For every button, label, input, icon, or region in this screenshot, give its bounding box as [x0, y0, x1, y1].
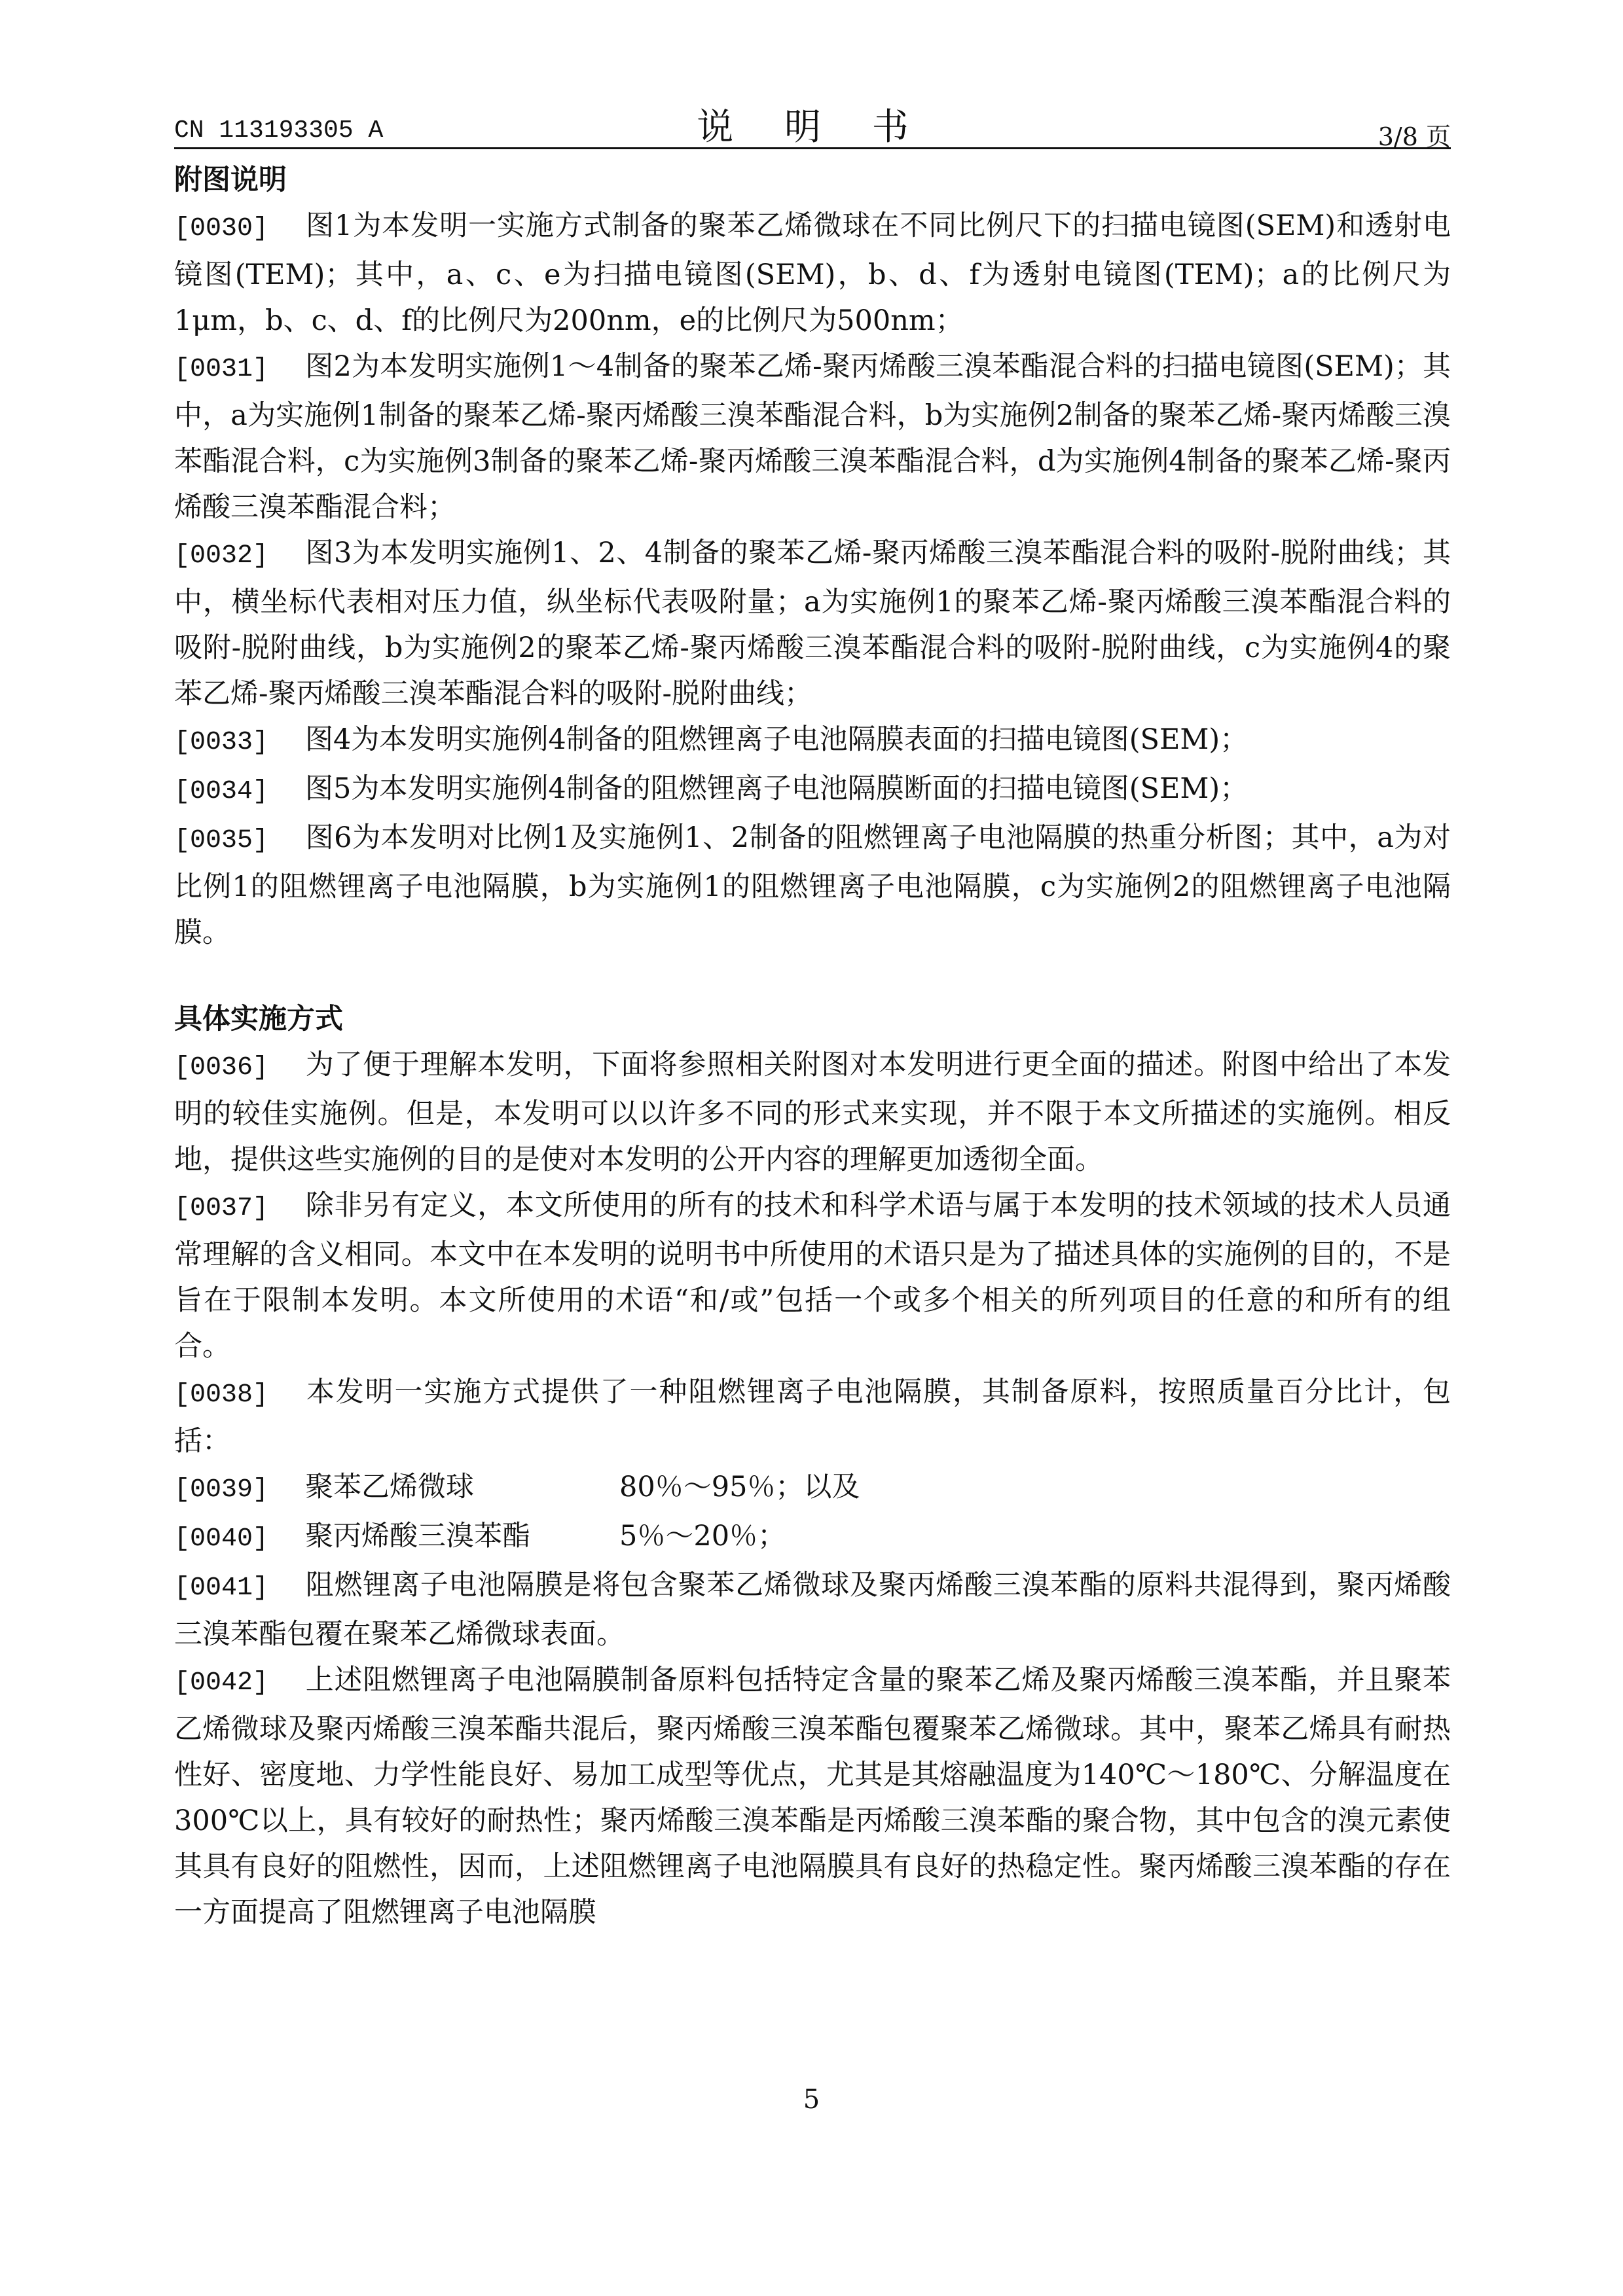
paragraph-text: 图5为本发明实施例4制备的阻燃锂离子电池隔膜断面的扫描电镜图(SEM)；: [305, 772, 1249, 805]
paragraph: [174, 1369, 1451, 1464]
paragraph: [174, 717, 1451, 766]
paragraph-number: [0030]: [174, 214, 269, 243]
paragraph: [174, 1183, 1451, 1369]
page-header: [174, 98, 1451, 151]
paragraph-text: 上述阻燃锂离子电池隔膜制备原料包括特定含量的聚苯乙烯及聚丙烯酸三溴苯酯，并且聚苯乙烯微球及聚丙烯酸三溴苯酯共混后，聚丙烯酸三溴苯酯包覆聚苯乙烯微球。其中，聚苯乙烯具有耐热性好、密度地、力学性能良好、易加工成型等优点，尤其是其熔融温度为140℃～180℃、分解温度在300℃以上，具有较好的耐热性；聚丙烯酸三溴苯酯是丙烯酸三溴苯酯的聚合物，其中包含的溴元素使其具有良好的阻燃性，因而，上述阻燃锂离子电池隔膜具有良好的热稳定性。聚丙烯酸三溴苯酯的存在一方面提高了阻燃锂离子电池隔膜: [174, 1664, 1451, 1929]
page-counter: 3/8 页: [1377, 122, 1451, 151]
paragraph-number: [0042]: [174, 1668, 269, 1698]
paragraph-number: [0039]: [174, 1475, 269, 1505]
component-name: 聚丙烯酸三溴苯酯: [305, 1520, 530, 1552]
document-body: [174, 157, 1451, 1935]
patent-number: CN 113193305 A: [174, 117, 384, 145]
paragraph-number: [0040]: [174, 1524, 269, 1554]
paragraph-text: 图3为本发明实施例1、2、4制备的聚苯乙烯-聚丙烯酸三溴苯酯混合料的吸附-脱附曲线；其中，横坐标代表相对压力值，纵坐标代表吸附量；a为实施例1的聚苯乙烯-聚丙烯酸三溴苯酯混合料的吸附-脱附曲线，b为实施例2的聚苯乙烯-聚丙烯酸三溴苯酯混合料的吸附-脱附曲线，c为实施例4的聚苯乙烯-聚丙烯酸三溴苯酯混合料的吸附-脱附曲线；: [174, 537, 1451, 710]
paragraph-number: [0038]: [174, 1380, 269, 1410]
component-ratio: 80％～95％；以及: [619, 1471, 860, 1503]
paragraph-text: 图2为本发明实施例1～4制备的聚苯乙烯-聚丙烯酸三溴苯酯混合料的扫描电镜图(SEM)；其中，a为实施例1制备的聚苯乙烯-聚丙烯酸三溴苯酯混合料，b为实施例2制备的聚苯乙烯-聚丙烯酸三溴苯酯混合料，c为实施例3制备的聚苯乙烯-聚丙烯酸三溴苯酯混合料，d为实施例4制备的聚苯乙烯-聚丙烯酸三溴苯酯混合料；: [174, 350, 1451, 524]
header-divider: [174, 147, 1451, 149]
paragraph-number: [0037]: [174, 1194, 269, 1223]
paragraph-text: 本发明一实施方式提供了一种阻燃锂离子电池隔膜，其制备原料，按照质量百分比计，包括：: [174, 1376, 1451, 1458]
document-title: 说 明 书: [697, 106, 928, 149]
paragraph: [174, 530, 1451, 717]
paragraph: [174, 1042, 1451, 1183]
component-name: 聚苯乙烯微球: [305, 1471, 474, 1503]
composition-row: [174, 1464, 1451, 1513]
composition-row: [174, 1513, 1451, 1562]
paragraph: [174, 1562, 1451, 1657]
paragraph-number: [0035]: [174, 826, 269, 855]
component-ratio: 5％～20％；: [619, 1520, 786, 1552]
section-heading-figures: 附图说明: [174, 164, 287, 196]
paragraph: [174, 766, 1451, 815]
paragraph-number: [0033]: [174, 728, 269, 757]
paragraph: [174, 815, 1451, 956]
paragraph-number: [0034]: [174, 777, 269, 806]
paragraph-number: [0031]: [174, 355, 269, 384]
paragraph-text: 为了便于理解本发明，下面将参照相关附图对本发明进行更全面的描述。附图中给出了本发明的较佳实施例。但是，本发明可以以许多不同的形式来实现，并不限于本文所描述的实施例。相反地，提供这些实施例的目的是使对本发明的公开内容的理解更加透彻全面。: [174, 1049, 1451, 1176]
paragraph: [174, 1657, 1451, 1935]
paragraph-number: [0041]: [174, 1573, 269, 1603]
paragraph: [174, 203, 1451, 344]
section-heading-embodiments: 具体实施方式: [174, 1003, 343, 1035]
page-number: 5: [803, 2085, 820, 2115]
paragraph-text: 除非另有定义，本文所使用的所有的技术和科学术语与属于本发明的技术领域的技术人员通常理解的含义相同。本文中在本发明的说明书中所使用的术语只是为了描述具体的实施例的目的，不是旨在于限制本发明。本文所使用的术语“和/或”包括一个或多个相关的所列项目的任意的和所有的组合。: [174, 1189, 1451, 1363]
paragraph-text: 阻燃锂离子电池隔膜是将包含聚苯乙烯微球及聚丙烯酸三溴苯酯的原料共混得到，聚丙烯酸三溴苯酯包覆在聚苯乙烯微球表面。: [174, 1569, 1451, 1651]
paragraph-number: [0032]: [174, 541, 269, 571]
paragraph-number: [0036]: [174, 1053, 269, 1083]
paragraph-text: 图1为本发明一实施方式制备的聚苯乙烯微球在不同比例尺下的扫描电镜图(SEM)和透射电镜图(TEM)；其中，a、c、e为扫描电镜图(SEM)，b、d、f为透射电镜图(TEM)；a的比例尺为1μm，b、c、d、f的比例尺为200nm，e的比例尺为500nm；: [174, 209, 1451, 337]
paragraph-text: 图6为本发明对比例1及实施例1、2制备的阻燃锂离子电池隔膜的热重分析图；其中，a为对比例1的阻燃锂离子电池隔膜，b为实施例1的阻燃锂离子电池隔膜，c为实施例2的阻燃锂离子电池隔膜。: [174, 821, 1451, 949]
paragraph-text: 图4为本发明实施例4制备的阻燃锂离子电池隔膜表面的扫描电镜图(SEM)；: [305, 723, 1249, 756]
paragraph: [174, 344, 1451, 530]
